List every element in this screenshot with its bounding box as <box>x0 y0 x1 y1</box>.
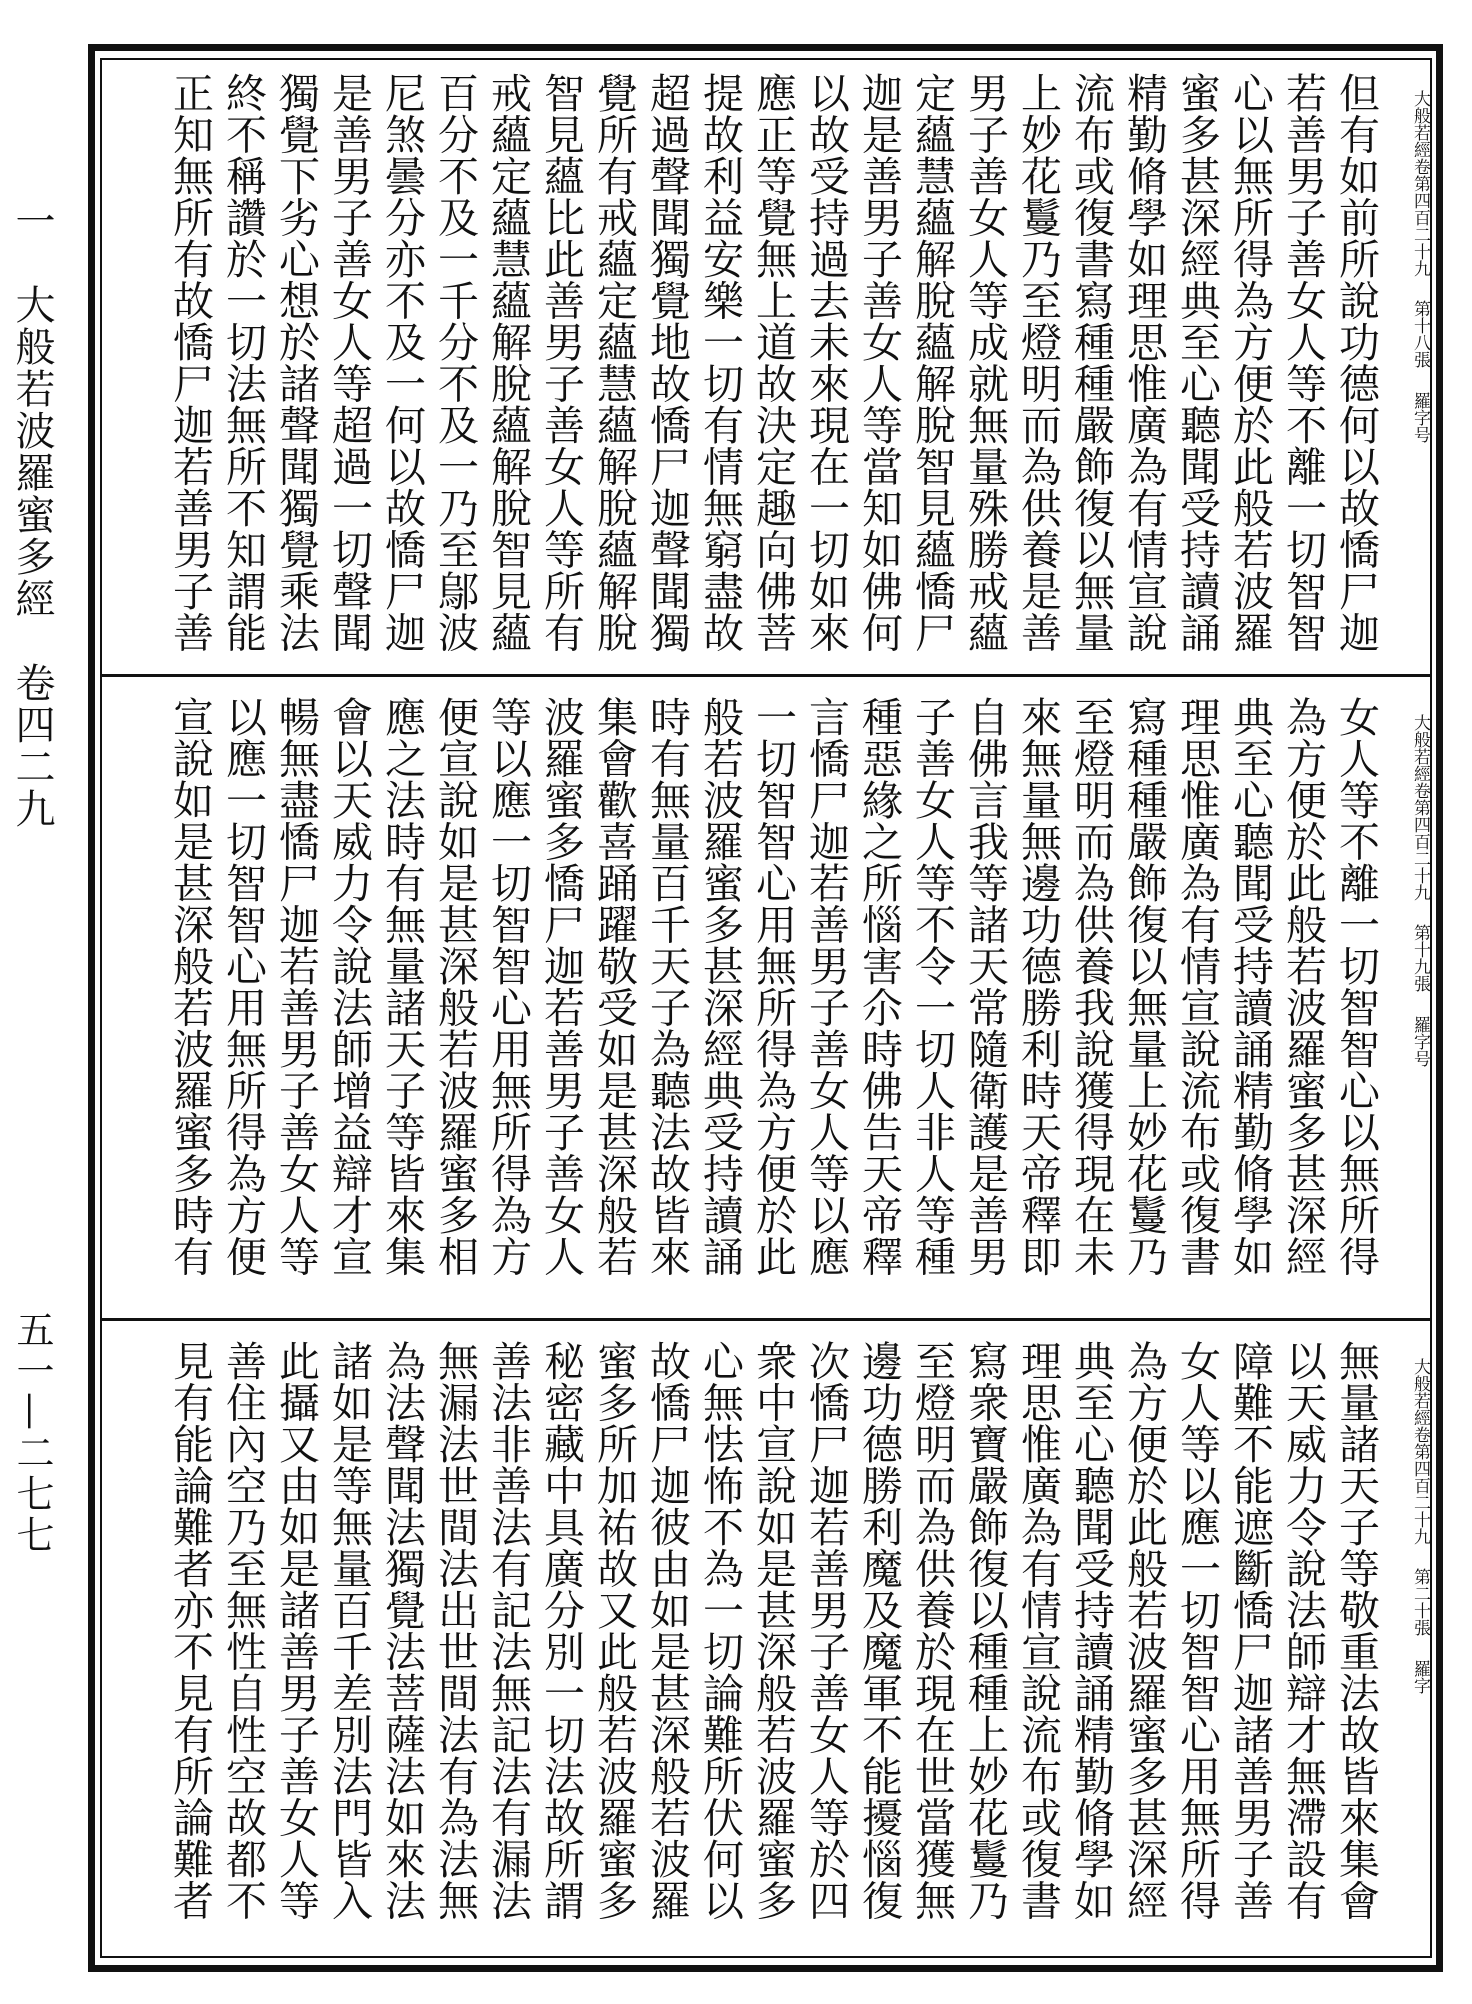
margin-page-number: 五一—二七七 <box>10 1310 54 1556</box>
text-column: 寫衆寶嚴飾復以種種上妙花鬘乃 <box>961 1340 1009 1921</box>
text-column: 為方便於此般若波羅蜜多甚深經 <box>1279 696 1327 1277</box>
text-column: 自佛言我等諸天常隨衛護是善男 <box>961 696 1009 1277</box>
text-column: 覺所有戒蘊定蘊慧蘊解脫蘊解脫 <box>590 72 638 653</box>
text-panel-middle <box>102 686 1430 1310</box>
marker-character: 羅字号 <box>1410 391 1430 443</box>
text-column: 流布或復書寫種種嚴飾復以無量 <box>1067 72 1115 653</box>
text-column: 以故受持過去未來現在一切如來 <box>802 72 850 653</box>
text-column: 若善男子善女人等不離一切智智 <box>1279 72 1327 653</box>
marker-volume: 大般若經卷第四百二十九 <box>1410 1358 1430 1545</box>
text-column: 智見蘊比此善男子善女人等所有 <box>537 72 585 653</box>
text-column: 見有能論難者亦不見有所論難者 <box>166 1340 214 1921</box>
text-column: 無量諸天子等敬重法故皆來集會 <box>1332 1340 1380 1921</box>
text-column: 戒蘊定蘊慧蘊解脫蘊解脫智見蘊 <box>484 72 532 653</box>
text-columns <box>163 62 1382 666</box>
text-column: 女人等以應一切智智心用無所得 <box>1173 1340 1221 1921</box>
text-column: 以天威力令說法師辯才無滯設有 <box>1279 1340 1327 1921</box>
text-column: 提故利益安樂一切有情無窮盡故 <box>696 72 744 653</box>
text-column: 善住內空乃至無性自性空故都不 <box>219 1340 267 1921</box>
marker-volume: 大般若經卷第四百二十九 <box>1410 90 1430 277</box>
marker-volume: 大般若經卷第四百二十九 <box>1410 714 1430 901</box>
text-column: 為法聲聞法獨覺法菩薩法如來法 <box>378 1340 426 1921</box>
text-column: 超過聲聞獨覺地故憍尸迦聲聞獨 <box>643 72 691 653</box>
text-column: 宣說如是甚深般若波羅蜜多時有 <box>166 696 214 1277</box>
text-column: 便宣說如是甚深般若波羅蜜多相 <box>431 696 479 1277</box>
text-panel-bottom <box>102 1330 1430 1954</box>
text-column: 應之法時有無量諸天子等皆來集 <box>378 696 426 1277</box>
text-column: 正知無所有故憍尸迦若善男子善 <box>166 72 214 653</box>
text-column: 集會歡喜踊躍敬受如是甚深般若 <box>590 696 638 1277</box>
marker-character: 羅字 <box>1410 1659 1430 1694</box>
text-column: 邊功德勝利魔及魔軍不能擾惱復 <box>855 1340 903 1921</box>
text-column: 會以天威力令說法師增益辯才宣 <box>325 696 373 1277</box>
panel-divider <box>102 674 1430 677</box>
text-column: 子善女人等不令一切人非人等種 <box>908 696 956 1277</box>
text-column: 至燈明而為供養我說獲得現在未 <box>1067 696 1115 1277</box>
sheet-marker <box>1382 90 1430 650</box>
panel-divider <box>102 1318 1430 1321</box>
sheet-marker <box>1382 1358 1430 1918</box>
text-column: 種惡緣之所惱害尒時佛告天帝釋 <box>855 696 903 1277</box>
marker-sheet: 第十八張 <box>1410 300 1430 369</box>
text-column: 但有如前所說功德何以故憍尸迦 <box>1332 72 1380 653</box>
text-column: 精勤脩學如理思惟廣為有情宣說 <box>1120 72 1168 653</box>
marker-character: 羅字号 <box>1410 1015 1430 1067</box>
text-column: 男子善女人等成就無量殊勝戒蘊 <box>961 72 1009 653</box>
text-column: 般若波羅蜜多甚深經典受持讀誦 <box>696 696 744 1277</box>
text-column: 諸如是等無量百千差別法門皆入 <box>325 1340 373 1921</box>
text-column: 言憍尸迦若善男子善女人等以應 <box>802 696 850 1277</box>
text-column: 上妙花鬘乃至燈明而為供養是善 <box>1014 72 1062 653</box>
text-columns <box>163 686 1382 1310</box>
text-column: 尼煞曇分亦不及一何以故憍尸迦 <box>378 72 426 653</box>
text-column: 蜜多甚深經典至心聽聞受持讀誦 <box>1173 72 1221 653</box>
text-column: 理思惟廣為有情宣說流布或復書 <box>1014 1340 1062 1921</box>
text-column: 一切智智心用無所得為方便於此 <box>749 696 797 1277</box>
text-column: 迦是善男子善女人等當知如佛何 <box>855 72 903 653</box>
text-column: 次憍尸迦若善男子善女人等於四 <box>802 1340 850 1921</box>
text-column: 波羅蜜多憍尸迦若善男子善女人 <box>537 696 585 1277</box>
text-column: 理思惟廣為有情宣說流布或復書 <box>1173 696 1221 1277</box>
text-column: 是善男子善女人等超過一切聲聞 <box>325 72 373 653</box>
text-column: 女人等不離一切智智心以無所得 <box>1332 696 1380 1277</box>
text-column: 百分不及一千分不及一乃至鄔波 <box>431 72 479 653</box>
text-column: 終不稱讚於一切法無所不知謂能 <box>219 72 267 653</box>
text-column: 等以應一切智智心用無所得為方 <box>484 696 532 1277</box>
text-column: 寫種種嚴飾復以無量上妙花鬘乃 <box>1120 696 1168 1277</box>
text-column: 蜜多所加祐故又此般若波羅蜜多 <box>590 1340 638 1921</box>
text-panel-top <box>102 62 1430 666</box>
margin-sutra-title: 一 大般若波羅蜜多經 卷四二九 <box>9 200 55 830</box>
text-column: 秘密藏中具廣分別一切法故所謂 <box>537 1340 585 1921</box>
text-column: 定蘊慧蘊解脫蘊解脫智見蘊憍尸 <box>908 72 956 653</box>
text-column: 此攝又由如是諸善男子善女人等 <box>272 1340 320 1921</box>
marker-sheet: 第二十張 <box>1410 1568 1430 1637</box>
text-column: 善法非善法有記法無記法有漏法 <box>484 1340 532 1921</box>
text-column: 獨覺下劣心想於諸聲聞獨覺乘法 <box>272 72 320 653</box>
text-column: 來無量無邊功德勝利時天帝釋即 <box>1014 696 1062 1277</box>
text-columns <box>163 1330 1382 1954</box>
text-column: 應正等覺無上道故決定趣向佛菩 <box>749 72 797 653</box>
text-column: 至燈明而為供養於現在世當獲無 <box>908 1340 956 1921</box>
text-column: 時有無量百千天子為聽法故皆來 <box>643 696 691 1277</box>
text-column: 為方便於此般若波羅蜜多甚深經 <box>1120 1340 1168 1921</box>
text-column: 典至心聽聞受持讀誦精勤脩學如 <box>1067 1340 1115 1921</box>
text-column: 典至心聽聞受持讀誦精勤脩學如 <box>1226 696 1274 1277</box>
text-column: 以應一切智智心用無所得為方便 <box>219 696 267 1277</box>
marker-sheet: 第十九張 <box>1410 924 1430 993</box>
sheet-marker <box>1382 714 1430 1274</box>
text-column: 衆中宣說如是甚深般若波羅蜜多 <box>749 1340 797 1921</box>
text-column: 心無怯怖不為一切論難所伏何以 <box>696 1340 744 1921</box>
text-column: 暢無盡憍尸迦若善男子善女人等 <box>272 696 320 1277</box>
text-column: 故憍尸迦彼由如是甚深般若波羅 <box>643 1340 691 1921</box>
text-column: 心以無所得為方便於此般若波羅 <box>1226 72 1274 653</box>
text-column: 障難不能遮斷憍尸迦諸善男子善 <box>1226 1340 1274 1921</box>
text-column: 無漏法世間法出世間法有為法無 <box>431 1340 479 1921</box>
